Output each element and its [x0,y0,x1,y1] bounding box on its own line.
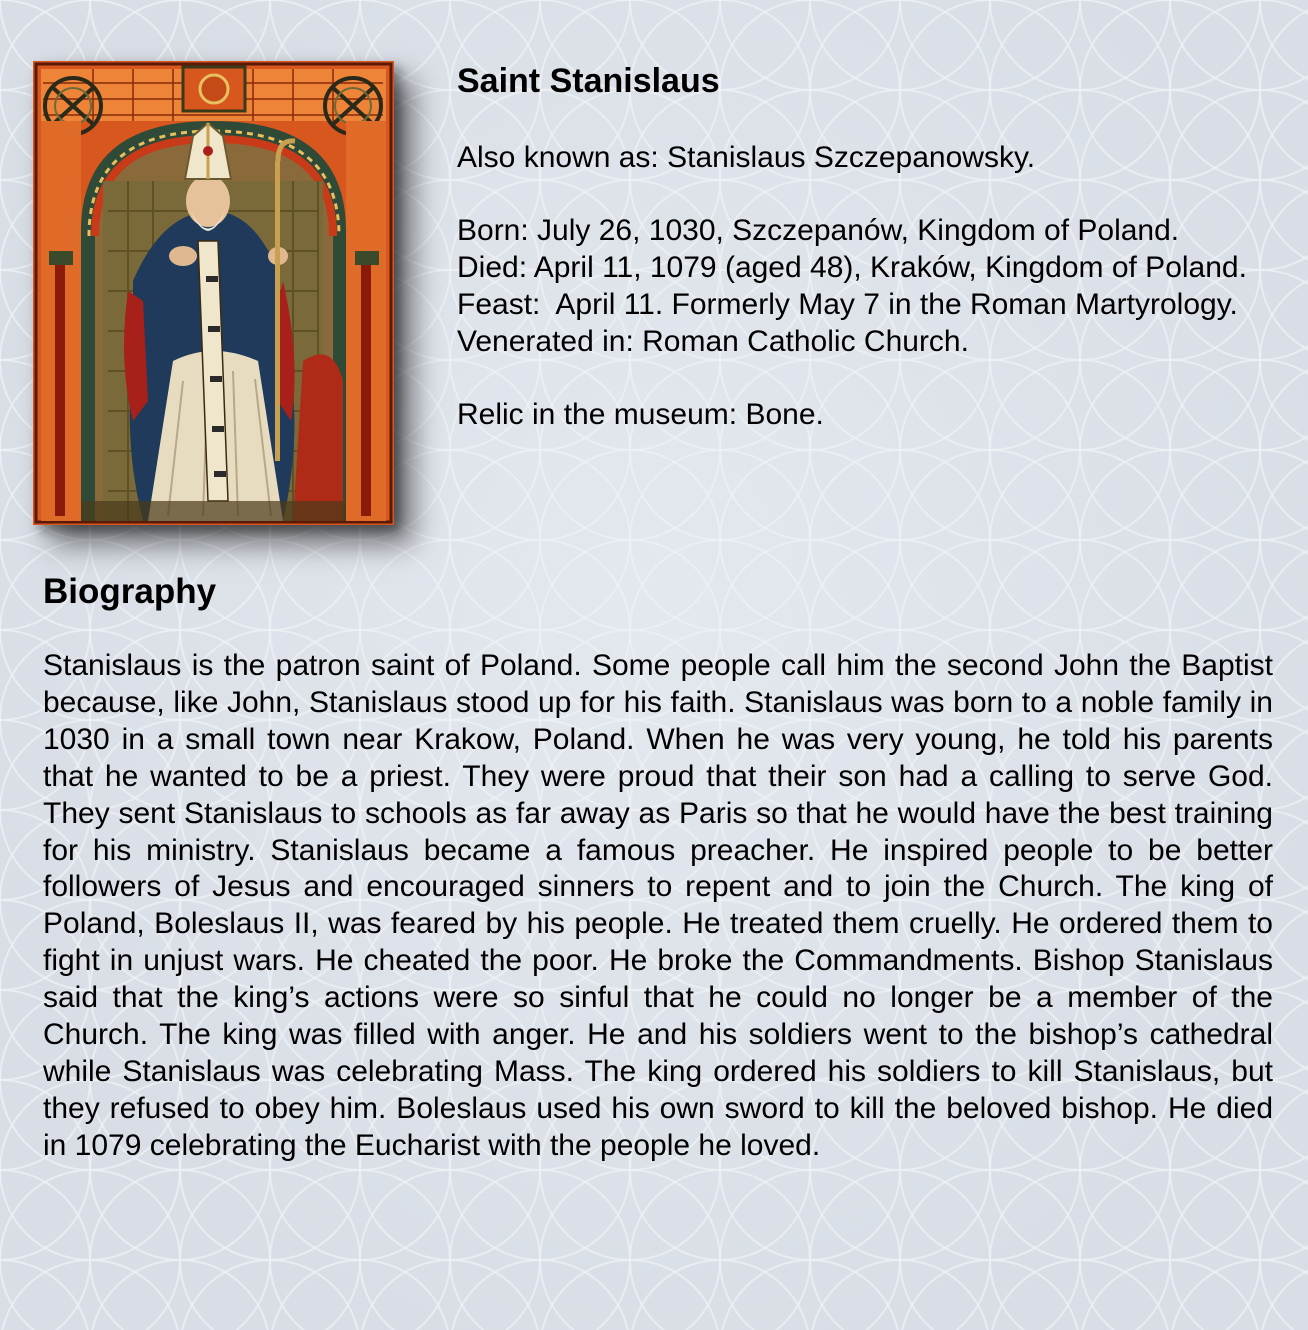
venerated-info: Venerated in: Roman Catholic Church. [457,325,969,358]
saint-portrait [33,61,394,525]
biography-heading: Biography [43,572,217,611]
died-info: Died: April 11, 1079 (aged 48), Kraków, Kingdom of Poland. [457,251,1247,284]
biography-text: Stanislaus is the patron saint of Poland. Some people call him the second John the Baptist because, like John, Stanislaus stood up for his faith. Stanislaus was born to a noble family in 1030 in a small town near Krakow, Poland. When he was very young, he told his parents that he wanted to be a priest. They were proud that their son had a calling to serve God. They sent Stanislaus to schools as far away as Paris so that he would have the best training for his ministry. Stanislaus became a famous preacher. He inspired people to be better followers of Jesus and encouraged sinners to repent and to join the Church. The king of Poland, Boleslaus II, was feared by his people. He treated them cruelly. He ordered them to fight in unjust wars. He cheated the poor. He broke the Commandments. Bishop Stanislaus said that the king’s actions were so sinful that he could no longer be a member of the Church. The king was filled with anger. He and his soldiers went to the bishop’s cathedral while Stanislaus was celebrating Mass. The king ordered his soldiers to kill Stanislaus, but they refused to obey him. Boleslaus used his own sword to kill the beloved bishop. He died in 1079 celebrating the Eucharist with the people he loved. [43,649,1273,1162]
also-known-as: Also known as: Stanislaus Szczepanowsky. [457,141,1036,174]
born-info: Born: July 26, 1030, Szczepanów, Kingdom of Poland. [457,214,1180,247]
feast-info: Feast: April 11. Formerly May 7 in the Roman Martyrology. [457,288,1238,321]
relic-info: Relic in the museum: Bone. [457,398,824,431]
saint-name: Saint Stanislaus [457,62,720,100]
saint-info [457,60,1257,433]
